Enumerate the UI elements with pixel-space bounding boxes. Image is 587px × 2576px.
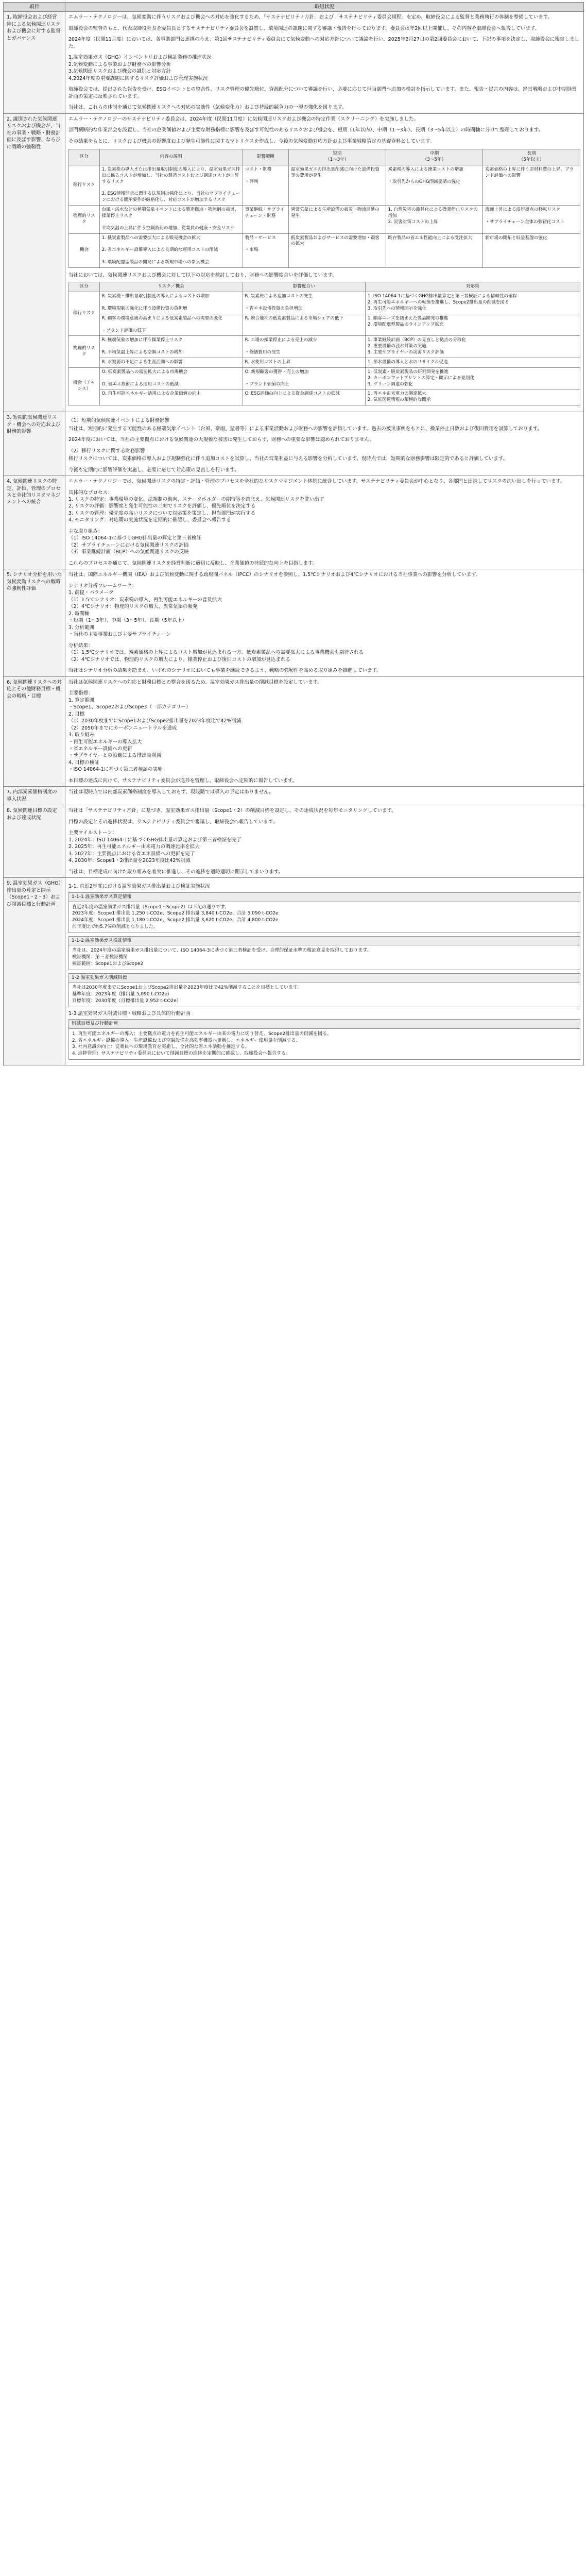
content-cell xyxy=(65,113,584,412)
paragraph: 2024年度（民間11月度）においては、各事業部門と連携のうえ、第1回サステナビリティ委員会にて気候変動への対応方針について議論を行い、2025年2月27日の第2回委員会において、下記の事項を決定し、取締役会に報告しました。 xyxy=(68,37,579,49)
table-cell: 1. 顧客ニーズを踏まえた製品開発の推進 2. 環境配慮型製品のラインアップ拡充 xyxy=(365,314,580,336)
table-cell: 1. 再エネ由来電力の調達拡大 2. 気候関連情報の積極的な開示 xyxy=(365,389,580,405)
item-cell xyxy=(4,412,65,476)
sub-heading: （1）短期的気候関連イベントによる財務影響 xyxy=(68,418,170,424)
item-label: 7. 内部炭素価格制度の導入状況 xyxy=(7,789,57,802)
group-label: 移行リスク xyxy=(69,165,100,205)
table-cell: R. 工場の操業停止による売上の減少 ・修繕費用の発生 xyxy=(243,336,365,358)
paragraph: エムラー・テクノロジーは、気候変動に伴うリスクおよび機会への対応を強化するため、「サステナビリティ方針」および「サステナビリティ委員会規程」を定め、取締役会による監督と業務執行の体制を整備しています。 xyxy=(68,14,553,21)
box-body: 直近2年度の温室効果ガス排出量（Scope1・Scope2）は下記の通りです。 2023年度：Scope1 排出量 1,250 t-CO2e、Scope2 排出量 3,840 t-CO2e、合計 5,090 t-CO2e 2024年度：Scope1 排出量 1,180 t-CO2e、Scope2 排出量 3,620 t-CO2e、合計 4,800 t-CO2e 前年度比で約5.7%の削減となりました。 xyxy=(72,904,279,929)
paragraph: 当社は、国際エネルギー機関（IEA）および気候変動に関する政府間パネル（IPCC）のシナリオを参照し、1.5℃シナリオおよび4℃シナリオにおける当社事業への影響を分析しています。 xyxy=(68,572,481,578)
box-body: 当社は、2024年度の温室効果ガス排出量について、ISO 14064-3に基づく第三者検証を受け、合理的保証水準の検証意見を取得しております。 検証機関：第三者検証機関 検証範囲：Scope1およびScope2 xyxy=(72,948,372,967)
sub-heading: （2）移行リスクに関する財務影響 xyxy=(68,448,145,454)
paragraph: 主要指標： 1. 算定範囲 ・Scope1、Scope2およびScope3（一部カテゴリー） 2. 目標 （1）2030年度までにScope1およびScope2排出量を2023年度比で42%削減 （2）2050年までにカーボンニュートラルを達成 3. 取り組み ・再生可能エネルギーの導入拡大 ・省エネルギー設備への更新 ・サプライヤーとの協働による排出量削減 4. 目標の検証 ・ISO 14064-1に基づく第三者検証の実施 xyxy=(68,690,241,773)
table-row xyxy=(4,476,584,569)
group-label: 物理的リスク xyxy=(69,336,100,367)
paragraph: 部門横断的な作業部会を設置し、当社の企業価値および主要な財務指標に影響を及ぼす可能性のあるリスクおよび機会を、短期（1年以内）、中期（1〜3年）、長期（3〜5年以上）の時間軸に分けて整理しております。 xyxy=(68,127,544,133)
table-row xyxy=(69,292,580,314)
table-cell: 炭素価格の上昇に伴う原材料費の上昇、ブランド評価への影響 xyxy=(483,165,580,205)
item-cell xyxy=(4,476,65,569)
table-row xyxy=(69,314,580,336)
item-cell xyxy=(4,805,65,878)
info-box xyxy=(68,1019,580,1060)
bridge-note: 当社においては、気候関連リスクおよび機会に対して以下の対応を検討しており、財務への影響度合いを評価しています。 xyxy=(68,272,337,278)
item-cell xyxy=(4,676,65,787)
table-cell: R. 極端気象の増加に伴う操業停止リスク R. 平均気温上昇による空調コストの増加 xyxy=(99,336,243,358)
item-label: 6. 気候関連リスクへの対応とその他財務目標・機会の戦略・目標 xyxy=(7,679,62,699)
column-header: 中期 （3〜5年） xyxy=(386,149,483,165)
paragraph: 当社は、これらの体制を通じて気候関連リスクへの対応の実効性（気候変化力）および持続的競争力の一層の強化を図ります。 xyxy=(68,105,347,111)
paragraph: 当社はシナリオ分析の結果を踏まえ、いずれのシナリオにおいても事業を継続できるよう、戦略の強靭性を高める取り組みを推進しています。 xyxy=(68,668,382,674)
item-cell xyxy=(4,12,65,113)
content-cell xyxy=(65,412,584,476)
paragraph: 移行リスクについては、炭素価格の導入および規制強化に伴う追加コストを試算し、当社の営業利益に与える影響を分析しています。現時点では、短期的な財務影響は限定的であると評価しています。 xyxy=(68,456,508,462)
table-row xyxy=(4,787,584,805)
table-cell: O. ESG評価の向上による資金調達コストの低減 xyxy=(243,389,365,405)
paragraph: シナリオ分析フレームワーク： 1. 前提・パラメータ （1）1.5℃シナリオ：炭素税の導入、再生可能エネルギーの普及拡大 （2）4℃シナリオ：物理的リスクの増大、異常気象の頻発 2. 時間軸 ・短期（1〜3年）、中期（3〜5年）、長期（5年以上） 3. 分析範囲 ・当社の主要事業および主要サプライチェーン xyxy=(68,583,222,638)
table-row xyxy=(69,389,580,405)
table-cell: 炭素税の導入による操業コストの増加 ・取引先からのGHG削減要請の強化 xyxy=(386,165,483,205)
column-header: 短期 （1〜3年） xyxy=(288,149,386,165)
column-header: 区分 xyxy=(69,149,100,165)
paragraph: エムラー・テクノロジーでは、気候関連リスクの特定・評価・管理のプロセスを全社的なリスクマネジメント体制に統合しています。サステナビリティ委員会が中心となり、各部門と連携してリスクの洗い出しを行っています。 xyxy=(68,479,565,485)
group-label: 物理的リスク xyxy=(69,206,100,233)
paragraph: 1.温室効果ガス（GHG）インベントリおよび検証業務の推進状況 2.気候変動による事業および財務への影響分析 3.気候関連リスクおよび機会の識別と対応方針 4.2024年度の重要課題に関するリスク評価および管理実施状況 xyxy=(68,55,212,81)
box-title: 1-2 温室効果ガス削減目標 xyxy=(69,974,580,983)
table-cell: R. 炭素税による追加コストの発生 ・省エネ設備投資の負担増加 xyxy=(243,292,365,314)
table-cell: 1. 事業継続計画（BCP）の見直しと拠点の分散化 2. 重要設備の浸水対策の実施 3. 主要サプライヤーの災害リスク評価 xyxy=(365,336,580,358)
table-cell: R. 水使用コストの上昇 xyxy=(243,358,365,367)
table-row xyxy=(69,165,580,205)
table-cell: O. 新規顧客の獲得・売上の増加 ・ブランド価値の向上 xyxy=(243,367,365,389)
table-cell: コスト・財務 ・評判 xyxy=(243,165,288,205)
item-label: 5. シナリオ分析を用いた気候変動リスクへの戦略の強靭性評価 xyxy=(7,572,62,592)
content-cell xyxy=(65,12,584,113)
table-row xyxy=(4,878,584,1065)
paragraph: 分析結果： （1）1.5℃シナリオでは、炭素価格の上昇によるコスト増加が見込まれる一方、低炭素製品への需要拡大による事業機会も期待される （2）4℃シナリオでは、物理的リスクの増大により、操業停止および復旧コストの増加が見込まれる xyxy=(68,642,364,663)
content-column-header: 取組状況 xyxy=(65,3,584,12)
table-cell: 1. 節水設備の導入と水のリサイクル促進 xyxy=(365,358,580,367)
content-cell xyxy=(65,787,584,805)
table-cell: 海面上昇による沿岸拠点の移転リスク ・サプライチェーン全体の強靭化コスト xyxy=(483,206,580,233)
table-row xyxy=(4,113,584,412)
item-cell xyxy=(4,878,65,1065)
table-cell: 台風・洪水などの極端気象イベントによる製造拠点・物流網の被災、操業停止リスク 平均気温の上昇に伴う空調負荷の増加、従業員の健康・安全リスク xyxy=(99,206,243,233)
column-header: 影響度合い xyxy=(243,282,365,292)
table-cell: O. 低炭素製品への需要拡大による市場機会 O. 省エネ技術による運用コストの低減 xyxy=(99,367,243,389)
paragraph: これらのプロセスを通じて、気候関連リスクを経営判断に適切に反映し、企業価値の持続的な向上を目指します。 xyxy=(68,560,318,566)
section-heading: 1-3 温室効果ガス削減目標・戦略および具体的行動計画 xyxy=(68,1010,191,1016)
table-row xyxy=(4,569,584,676)
item-cell xyxy=(4,569,65,676)
table-cell: 1. 自然災害の激甚化による操業停止リスクの増加 2. 災害対策コストの上昇 xyxy=(386,206,483,233)
item-label: 2. 識別された気候関連リスクおよび機会が、当社の事業・戦略・財務計画に及ぼす影響、ならびに戦略の強靭性 xyxy=(7,116,61,150)
content-cell xyxy=(65,805,584,878)
table-cell: 事業継続・サプライチェーン・財務 xyxy=(243,206,288,233)
table-row xyxy=(69,367,580,389)
paragraph: 主要マイルストーン： 1. 2024年：ISO 14064-1に基づくGHG排出量の算定および第三者検証を完了 2. 2025年：再生可能エネルギー由来電力の調達比率を拡大 3. 2027年：主要拠点における省エネ設備への更新を完了 4. 2030年：Scope1・2排出量を2023年度比42%削減 xyxy=(68,830,241,864)
paragraph: 目標の設定とその進捗状況は、サステナビリティ委員会で審議し、取締役会へ報告しています。 xyxy=(68,819,278,825)
table-row xyxy=(69,336,580,358)
column-header: 対応策 xyxy=(365,282,580,292)
item-column-header: 項目 xyxy=(4,3,65,12)
paragraph: 当社は現時点では内部炭素価格制度を導入しておらず、現段階では導入の予定はありません。 xyxy=(68,789,274,795)
table-cell: 異常気象による生産設備の被災・物流遅延の発生 xyxy=(288,206,386,233)
table-cell: R. 水資源の不足による生産活動への影響 xyxy=(99,358,243,367)
item-label: 8. 気候関連目標の設定および達成状況 xyxy=(7,808,57,821)
box-body: 1. 再生可能エネルギーの導入：主要拠点の電力を再生可能エネルギー由来の電力に切り替え、Scope2排出量の削減を図る。 2. 省エネルギー設備の導入：生産設備および空調設備を高効率機器へ更新し、エネルギー使用量を削減する。 3. 社内意識の向上：従業員への環境教育を実施し、全社的な省エネ活動を推進する。 4. 進捗管理：サステナビリティ委員会において削減目標の進捗を定期的に確認し、取締役会へ報告する。 xyxy=(72,1031,332,1057)
table-cell: O. 再生可能エネルギー活用による企業価値の向上 xyxy=(99,389,243,405)
table-row xyxy=(4,12,584,113)
table-cell: 1. 炭素税の導入または排出量取引制度の導入により、温室効果ガス排出に係るコストが増加し、当社の製造コストおよび調達コストが上昇するリスク 2. ESG情報開示に関する法規制の強化により、当社のサプライチェーンにおける開示要件が厳格化し、対応コストが増加するリスク xyxy=(99,165,243,205)
group-label: 機会 xyxy=(69,233,100,267)
paragraph: 本目標の達成に向けて、サステナビリティ委員会が進捗を管理し、取締役会へ定期的に報告しています。 xyxy=(68,777,298,784)
info-box xyxy=(68,973,580,1007)
table-cell: 1. 低炭素製品への需要拡大による販売機会の拡大 2. 省エネルギー設備導入による長期的な運用コストの削減 3. 環境配慮型製品の開発による新規市場への参入機会 xyxy=(99,233,243,267)
table-cell: R. 炭素税・排出量取引制度の導入によるコストの増加 R. 環境規制の強化に伴う設備投資の負担増 xyxy=(99,292,243,314)
column-header: 区分 xyxy=(69,282,100,292)
paragraph: エムラー・テクノロジーのサステナビリティ委員会は、2024年度（民間11月度）に気候関連リスクおよび機会の特定作業（スクリーニング）を実施しました。 xyxy=(68,116,419,122)
table-header-row xyxy=(69,149,580,165)
paragraph: 取締役会の監督のもと、代表取締役社長を委員長とするサステナビリティ委員会を設置し、環境関連の課題に関する審議・報告を行っております。委員会は年2回以上開催し、その内容を取締役会へ報告しています。 xyxy=(68,25,540,31)
paragraph: 具体的なプロセス： 1. リスクの特定：事業環境の変化、法規制の動向、ステークホルダーの期待等を踏まえ、気候関連リスクを洗い出す 2. リスクの評価：影響度と発生可能性の二軸でリスクを評価し、優先順位を決定する 3. リスクの管理：優先度の高いリスクについて対応策を策定し、担当部門が実行する 4. モニタリング：対応策の実施状況を定期的に確認し、委員会へ報告する xyxy=(68,489,324,523)
column-header: リスク／機会 xyxy=(99,282,243,292)
paragraph: 2024年度においては、当社の主要拠点における気候関連の大規模な被害は発生しておらず、財務への重要な影響は認められておりません。 xyxy=(68,437,374,443)
paragraph: 今後も定期的に影響評価を実施し、必要に応じて対応策の見直しを行います。 xyxy=(68,467,239,473)
group-label: 移行リスク xyxy=(69,292,100,336)
paragraph: 当社は、短期的に発生する可能性のある極端気象イベント（台風、豪雨、猛暑等）による事業活動および財務への影響を評価しています。過去の被災事例をもとに、操業停止日数および復旧費用を試算しております。 xyxy=(68,426,542,432)
table-header-row xyxy=(4,3,584,12)
item-label: 1. 取締役会および経営陣による気候関連リスクおよび機会に対する監督とガバナンス xyxy=(7,14,61,41)
column-header: 長期 （5年以上） xyxy=(483,149,580,165)
item-label: 4. 気候関連リスクの特定、評価、管理のプロセスと全社的リスクマネジメントへの統合 xyxy=(7,479,61,505)
paragraph: 当社は気候関連リスクへの対応と財務目標との整合を図るため、温室効果ガス排出量の削減目標を設定しています。 xyxy=(68,679,322,685)
table-cell: R. 競合他社の低炭素製品による市場シェアの低下 xyxy=(243,314,365,336)
content-cell xyxy=(65,476,584,569)
disclosure-page xyxy=(0,0,587,1067)
item-cell xyxy=(4,787,65,805)
group-label: 機会（チャンス） xyxy=(69,367,100,405)
column-header: 内容の説明 xyxy=(99,149,243,165)
info-box xyxy=(68,936,580,970)
box-title: 1-1-2 温室効果ガス検証情報 xyxy=(69,937,580,946)
item-cell xyxy=(4,113,65,412)
table-row xyxy=(4,805,584,878)
content-cell xyxy=(65,878,584,1065)
table-cell: 既存製品の省エネ性能向上による受注拡大 xyxy=(386,233,483,267)
paragraph: 主な取り組み： （1）ISO 14064-1に基づくGHG排出量の算定と第三者検証 （2）サプライチェーンにおける気候関連リスクの評価 （3）事業継続計画（BCP）への気候関連リスクの反映 xyxy=(68,528,201,555)
column-header: 影響範囲 xyxy=(243,149,288,165)
response-table xyxy=(68,282,580,405)
table-row xyxy=(69,358,580,367)
item-label: 9. 温室効果ガス（GHG）排出量の算定と開示（Scope1・2・3）および削減目標と行動計画 xyxy=(7,880,61,907)
item-label: 3. 短期的気候関連リスク・機会への対応および財務的影響 xyxy=(7,415,61,435)
box-title: 削減目標及び行動計画 xyxy=(69,1020,580,1029)
table-row xyxy=(69,206,580,233)
paragraph: その結果をもとに、リスクおよび機会の影響度および発生可能性に関するマトリクスを作成し、今後の気候変動対応方針および事業戦略策定の基礎資料としています。 xyxy=(68,138,435,144)
table-cell: 低炭素製品およびサービスの需要増加・顧客の拡大 xyxy=(288,233,386,267)
table-cell: R. 顧客の環境意識の高まりによる低炭素製品への需要の変化 ・ブランド評価の低下 xyxy=(99,314,243,336)
content-cell xyxy=(65,676,584,787)
table-cell: 製品・サービス ・市場 xyxy=(243,233,288,267)
box-body: 当社は2030年度までにScope1およびScope2排出量を2023年度比で42%削減することを目標としています。 基準年度：2023年度（排出量 5,090 t-CO2e） 目標年度：2030年度（目標排出量 2,952 t-CO2e） xyxy=(72,985,302,1004)
section-heading: 1-1. 直近2年度における温室効果ガス排出量および検証実施状況 xyxy=(68,884,210,890)
paragraph: 当社は「サステナビリティ方針」に基づき、温室効果ガス排出量（Scope1・2）の削減目標を設定し、その達成状況を毎年モニタリングしています。 xyxy=(68,808,396,814)
content-cell xyxy=(65,569,584,676)
disclosure-table xyxy=(3,2,584,1065)
table-cell: 1. ISO 14064-1に基づくGHG排出量算定と第三者検証による信頼性の確保 2. 再生可能エネルギーへの転換を推進し、Scope2排出量の削減を図る 3. 取引先への情報開示を強化 xyxy=(365,292,580,314)
table-cell: 1. 低炭素・脱炭素製品の研究開発を推進 2. カーボンフットプリントの算定・開示による差別化 3. グリーン調達の強化 xyxy=(365,367,580,389)
box-title: 1-1-1 温室効果ガス算定情報 xyxy=(69,893,580,902)
table-header-row xyxy=(69,282,580,292)
table-cell: 新市場の開拓と収益基盤の強化 xyxy=(483,233,580,267)
info-box xyxy=(68,892,580,933)
table-row xyxy=(4,412,584,476)
paragraph: 取締役会では、提出された報告を受け、ESGイベントとの整合性、リスク管理の優先順位、資源配分について審議を行い、必要に応じて担当部門へ追加の検討を指示しています。また、報告・提言の内容は、経営戦略および中期経営計画の策定に反映されています。 xyxy=(68,87,577,99)
risk-opportunity-table xyxy=(68,149,580,268)
table-row xyxy=(69,233,580,267)
table-row xyxy=(4,676,584,787)
paragraph: 当社は、目標達成に向けた取り組みを着実に推進し、その進捗を適時適切に開示してまいります。 xyxy=(68,869,284,875)
table-cell: 温室効果ガスの排出量削減に向けた設備投資等の費用が発生 xyxy=(288,165,386,205)
